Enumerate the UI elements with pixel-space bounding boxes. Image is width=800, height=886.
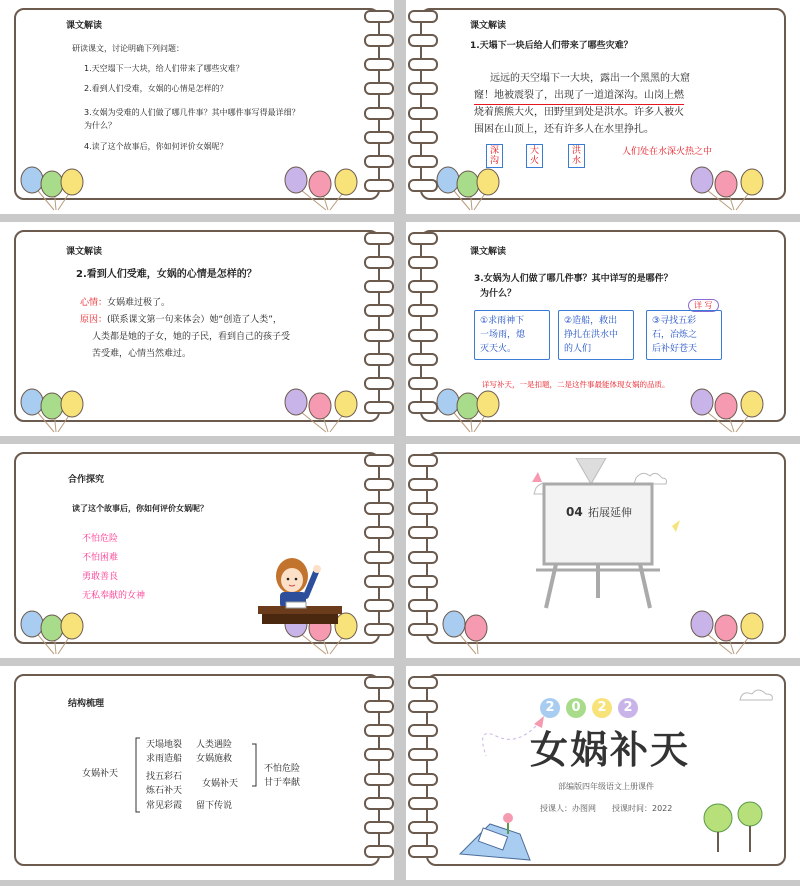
note-text: 详写补天，一是扣题，二是这件事最能体现女娲的品质。	[482, 380, 670, 389]
section-title: 结构梳理	[68, 699, 105, 709]
deed-box-2: ②造船，救出 挣扎在洪水中 的人们	[558, 310, 634, 360]
main-title: 女娲补天	[530, 728, 691, 772]
paragraph-line-3: 烧着熊熊大火，田野里到处是洪水。许多人被火	[474, 107, 684, 118]
slide-3[interactable]	[0, 222, 394, 436]
mood-line: 心情：女娲难过极了。	[80, 298, 171, 308]
trait-item: 勇敢善良	[82, 572, 119, 582]
keyword-box-deep-gully: 深 沟	[486, 144, 503, 168]
balloons-icon	[420, 164, 530, 212]
slide-4[interactable]	[406, 222, 800, 436]
intro-text: 研读课文，讨论明确下列问题：	[72, 44, 184, 53]
year-digit: 2	[618, 698, 638, 718]
group-1-events: 天塌地裂 求雨造船	[146, 740, 183, 764]
keyword-box-flood: 洪 水	[568, 144, 585, 168]
group-2-result: 女娲补天	[202, 779, 239, 789]
binder-rings	[408, 676, 436, 858]
question: 读了这个故事后，你如何评价女娲呢？	[72, 504, 208, 513]
paragraph-line-2: 窿！地被震裂了，出现了一道道深沟。山岗上燃	[474, 87, 684, 105]
section-title: 合作探究	[68, 475, 105, 485]
slide-5[interactable]	[0, 444, 394, 658]
year-digit: 2	[592, 698, 612, 718]
paragraph-line-4: 围困在山顶上，还有许多人在水里挣扎。	[474, 124, 654, 135]
section-title: 课文解读	[66, 21, 103, 31]
balloons-icon	[14, 386, 124, 434]
question-line-1: 3.女娲为人们做了哪几件事？其中详写的是哪件？	[474, 274, 673, 284]
easel-illustration	[516, 458, 686, 618]
balloons-icon	[672, 164, 782, 212]
balloons-icon	[266, 386, 376, 434]
section-title: 课文解读	[470, 247, 507, 257]
group-2-events: 找五彩石 炼石补天	[146, 772, 183, 796]
deed-box-1: ①求雨神下 一场雨，熄 灭天火。	[474, 310, 550, 360]
slide-7[interactable]	[0, 666, 394, 880]
section-title: 课文解读	[470, 21, 507, 31]
group-1-results: 人类遇险 女娲施救	[196, 740, 233, 764]
conclusion-text: 人们处在水深火热之中	[622, 147, 713, 157]
question-2: 2.看到人们受难，女娲的心情是怎样的？	[84, 84, 228, 93]
reason-line-3: 苦受难，心情当然难过。	[92, 349, 192, 359]
slide-2[interactable]	[406, 0, 800, 214]
balloons-icon	[420, 386, 530, 434]
slide-6[interactable]	[406, 444, 800, 658]
question-4: 4.读了这个故事后，你如何评价女娲呢？	[84, 142, 228, 151]
paragraph-line-1: 远远的天空塌下一大块，露出一个黑黑的大窟	[490, 73, 690, 84]
student-at-desk-illustration	[250, 554, 350, 630]
question-1: 1.天空塌下一大块，给人们带来了哪些灾难？	[84, 64, 244, 73]
section-number: 04	[566, 505, 583, 519]
reason-line-2: 人类都是她的子女，她的子民，看到自己的孩子受	[92, 332, 291, 342]
group-3-result: 留下传说	[196, 801, 233, 811]
year-digit: 2	[540, 698, 560, 718]
trait-item: 无私奉献的女神	[82, 591, 146, 601]
time-label: 授课时间：2022	[612, 804, 673, 813]
book-illustration-icon	[450, 804, 550, 864]
trait-item: 不怕危险	[82, 534, 119, 544]
question-3b: 为什么？	[84, 121, 116, 130]
detail-tag: 详 写	[688, 299, 719, 312]
keyword-box-fire: 大 火	[526, 144, 543, 168]
trait-item: 不怕困难	[82, 553, 119, 563]
section-title: 课文解读	[66, 247, 103, 257]
question-3a: 3.女娲为受难的人们做了哪几件事？其中哪件事写得最详细？	[84, 108, 300, 117]
cloud-icon	[736, 684, 776, 704]
year-badge	[540, 698, 638, 718]
balloons-icon	[672, 386, 782, 434]
traits-list	[82, 530, 145, 606]
question-line-2: 为什么？	[480, 289, 517, 299]
year-digit: 0	[566, 698, 586, 718]
section-heading: 拓展延伸	[588, 506, 632, 519]
slide-1[interactable]	[0, 0, 394, 214]
deed-box-3: ③寻找五彩 石，冶炼之 后补好苍天	[646, 310, 722, 360]
balloons-icon	[14, 164, 124, 212]
balloons-icon	[14, 608, 124, 656]
slide-8[interactable]	[406, 666, 800, 880]
binder-rings	[364, 676, 392, 858]
balloons-icon	[266, 164, 376, 212]
question: 2.看到人们受难，女娲的心情是怎样的？	[76, 269, 257, 280]
question: 1.天塌下一块后给人们带来了哪些灾难？	[470, 41, 633, 51]
final-qualities: 不怕危险 甘于奉献	[264, 764, 301, 788]
structure-root: 女娲补天	[82, 769, 119, 779]
trees-icon	[696, 796, 776, 856]
teacher-label: 授课人：办图网	[540, 804, 596, 813]
subtitle: 部编版四年级语文上册课件	[558, 782, 654, 791]
reason-line-1: 原因：(联系课文第一句来体会）她“创造了人类”，	[80, 315, 282, 325]
group-3-event: 常见彩霞	[146, 801, 183, 811]
balloons-icon	[672, 608, 782, 656]
